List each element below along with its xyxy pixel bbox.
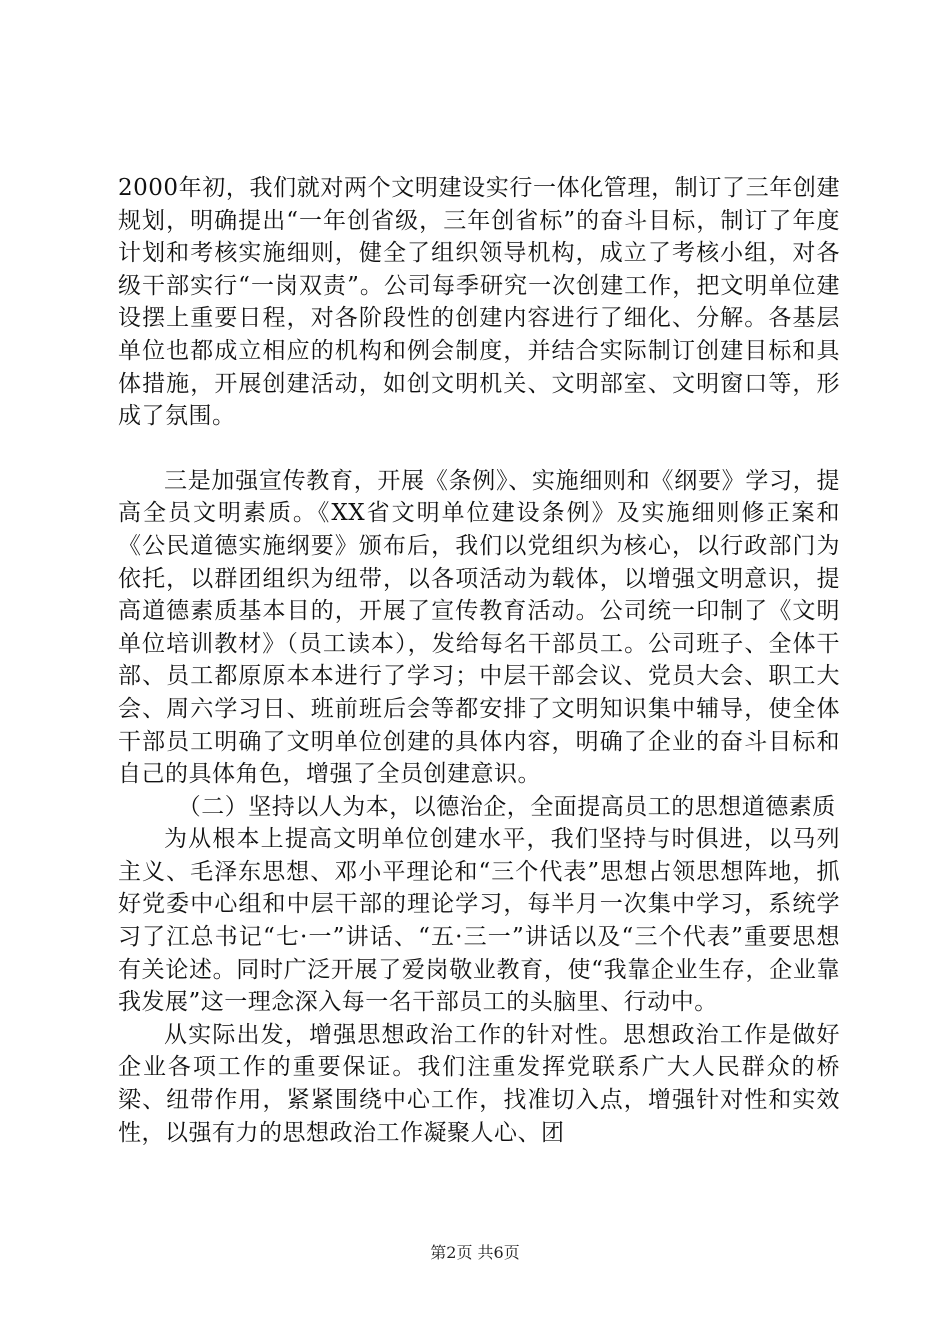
paragraph-theory-study: 为从根本上提高文明单位创建水平，我们坚持与时俱进，以马列主义、毛泽东思想、邓小平理论和“三个代表”思想占领思想阵地，抓好党委中心组和中层干部的理论学习，每半月一次集中学习，系统学习了江总书记“七·一”讲话、“五·三一”讲话以及“三个代表”重要思想有关论述。同时广泛开展了爱岗敬业教育，使“我靠企业生存，企业靠我发展”这一理念深入每一名干部员工的头脑里、行动中。 (118, 826, 840, 1016)
paragraph-creation-plan: 2000年初，我们就对两个文明建设实行一体化管理，制订了三年创建规划，明确提出“一年创省级，三年创省标”的奋斗目标，制订了年度计划和考核实施细则，健全了组织领导机构，成立了考核小组，对各级干部实行“一岗双责”。公司每季研究一次创建工作，把文明单位建设摆上重要日程，对各阶段性的创建内容进行了细化、分解。各基层单位也都成立相应的机构和例会制度，并结合实际制订创建目标和具体措施，开展创建活动，如创文明机关、文明部室、文明窗口等，形成了氛围。 (118, 175, 840, 430)
page-number-footer: 第2页 共6页 (430, 1243, 520, 1262)
paragraph-publicity-education: 三是加强宣传教育，开展《条例》、实施细则和《纲要》学习，提高全员文明素质。《XX省文明单位建设条例》及实施细则修正案和《公民道德实施纲要》颁布后，我们以党组织为核心，以行政部门为依托，以群团组织为纽带，以各项活动为载体，以增强文明意识，提高道德素质基本目的，开展了宣传教育活动。公司统一印制了《文明单位培训教材》（员工读本），发给每名干部员工。公司班子、全体干部、员工都原原本本进行了学习；中层干部会议、党员大会、职工大会、周六学习日、班前班后会等都安排了文明知识集中辅导，使全体干部员工明确了文明单位创建的具体内容，明确了企业的奋斗目标和自己的具体角色，增强了全员创建意识。 (118, 467, 840, 788)
paragraph-political-work: 从实际出发，增强思想政治工作的针对性。思想政治工作是做好企业各项工作的重要保证。我们注重发挥党联系广大人民群众的桥梁、纽带作用，紧紧围绕中心工作，找准切入点，增强针对性和实效性，以强有力的思想政治工作凝聚人心、团 (118, 1021, 840, 1146)
section-heading-moral-quality: （二）坚持以人为本，以德治企，全面提高员工的思想道德素质 (177, 793, 836, 820)
document-body (118, 172, 840, 1149)
